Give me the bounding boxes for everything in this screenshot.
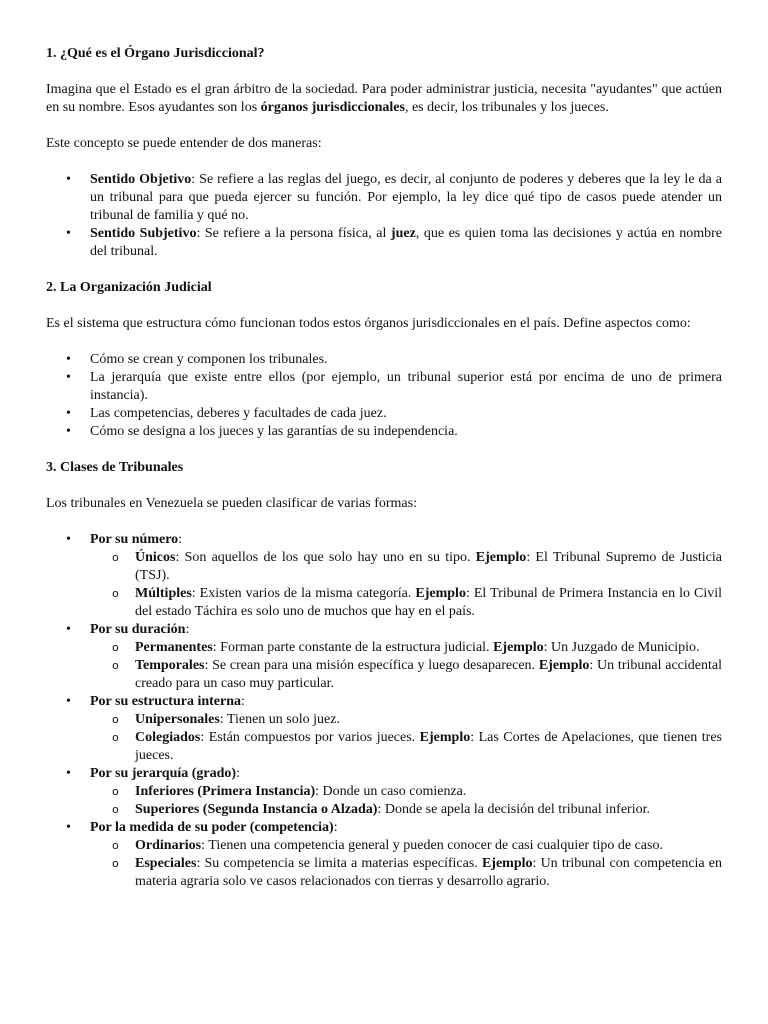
sub-list — [90, 711, 722, 765]
classification-group: • Por su estructura interna: o Unipersonales: Tienen un solo juez. o Colegiados: Están compuestos por varios jueces. Ejemplo: Las Cortes de Apelaciones, que tienen tres jueces. — [46, 693, 722, 765]
classification-group: • Por su número: o Únicos: Son aquellos de los que solo hay uno en su tipo. Ejemplo: El Tribunal Supremo de Justicia (TSJ). o Múltiples: Existen varios de la misma categoría. Ejemplo: El Tribunal de Primera Instancia en lo Civil del estado Táchira es solo uno de muchos que hay en el país. — [46, 531, 722, 621]
list-item: • Cómo se crean y componen los tribunales. — [46, 351, 722, 369]
sub-list — [90, 837, 722, 891]
section-3-intro: Los tribunales en Venezuela se pueden clasificar de varias formas: — [46, 496, 417, 511]
sub-list-item: o Especiales: Su competencia se limita a materias específicas. Ejemplo: Un tribunal con competencia en materia agraria solo ve casos relacionados con tierras y desarrollo agrario. — [90, 855, 722, 891]
section-1-intro: Imagina que el Estado es el gran árbitro de la sociedad. Para poder administrar justicia, necesita "ayudantes" que actúen en su nombre. Esos ayudantes son los órganos jurisdiccionales, es decir, los tribunales y los jueces. — [46, 82, 722, 115]
sub-list-item: o Superiores (Segunda Instancia o Alzada): Donde se apela la decisión del tribunal inferior. — [90, 801, 722, 819]
section-2-list — [46, 351, 722, 441]
sub-list-item: o Colegiados: Están compuestos por varios jueces. Ejemplo: Las Cortes de Apelaciones, que tienen tres jueces. — [90, 729, 722, 765]
list-item: • La jerarquía que existe entre ellos (por ejemplo, un tribunal superior está por encima de uno de primera instancia). — [46, 369, 722, 405]
sub-list-item: o Múltiples: Existen varios de la misma categoría. Ejemplo: El Tribunal de Primera Instancia en lo Civil del estado Táchira es solo uno de muchos que hay en el país. — [90, 585, 722, 621]
section-1-concept: Este concepto se puede entender de dos maneras: — [46, 136, 322, 151]
section-1-heading: 1. ¿Qué es el Órgano Jurisdiccional? — [46, 46, 265, 61]
sub-list-item: o Únicos: Son aquellos de los que solo hay uno en su tipo. Ejemplo: El Tribunal Supremo de Justicia (TSJ). — [90, 549, 722, 585]
list-item: • Las competencias, deberes y facultades de cada juez. — [46, 405, 722, 423]
list-item: • Cómo se designa a los jueces y las garantías de su independencia. — [46, 423, 722, 441]
sub-list-item: o Inferiores (Primera Instancia): Donde un caso comienza. — [90, 783, 722, 801]
sub-list-item: o Unipersonales: Tienen un solo juez. — [90, 711, 722, 729]
sub-list-item: o Permanentes: Forman parte constante de la estructura judicial. Ejemplo: Un Juzgado de Municipio. — [90, 639, 722, 657]
section-1-list — [46, 171, 722, 261]
list-item: • Sentido Subjetivo: Se refiere a la persona física, al juez, que es quien toma las decisiones y actúa en nombre del tribunal. — [46, 225, 722, 261]
classification-group: • Por su jerarquía (grado): o Inferiores (Primera Instancia): Donde un caso comienza. o Superiores (Segunda Instancia o Alzada): Donde se apela la decisión del tribunal inferior. — [46, 765, 722, 819]
sub-list-item: o Ordinarios: Tienen una competencia general y pueden conocer de casi cualquier tipo de caso. — [90, 837, 722, 855]
section-3-list — [46, 531, 722, 891]
section-2-intro: Es el sistema que estructura cómo funcionan todos estos órganos jurisdiccionales en el país. Define aspectos como: — [46, 316, 691, 331]
sub-list — [90, 549, 722, 621]
classification-group: • Por su duración: o Permanentes: Forman parte constante de la estructura judicial. Ejemplo: Un Juzgado de Municipio. o Temporales: Se crean para una misión específica y luego desaparecen. Ejemplo: Un tribunal accidental creado para un caso muy particular. — [46, 621, 722, 693]
sub-list-item: o Temporales: Se crean para una misión específica y luego desaparecen. Ejemplo: Un tribunal accidental creado para un caso muy particular. — [90, 657, 722, 693]
sub-list — [90, 639, 722, 693]
section-2-heading: 2. La Organización Judicial — [46, 280, 212, 295]
sub-list — [90, 783, 722, 819]
classification-group: • Por la medida de su poder (competencia): o Ordinarios: Tienen una competencia general y pueden conocer de casi cualquier tipo de caso. o Especiales: Su competencia se limita a materias específicas. Ejemplo: Un tribunal con competencia en materia agraria solo ve casos relacionados con tierras y desarrollo agrario. — [46, 819, 722, 891]
list-item: • Sentido Objetivo: Se refiere a las reglas del juego, es decir, al conjunto de poderes y deberes que la ley le da a un tribunal para que pueda ejercer su función. Por ejemplo, la ley dice qué tipo de casos puede atender un tribunal de familia y qué no. — [46, 171, 722, 225]
section-3-heading: 3. Clases de Tribunales — [46, 460, 184, 475]
